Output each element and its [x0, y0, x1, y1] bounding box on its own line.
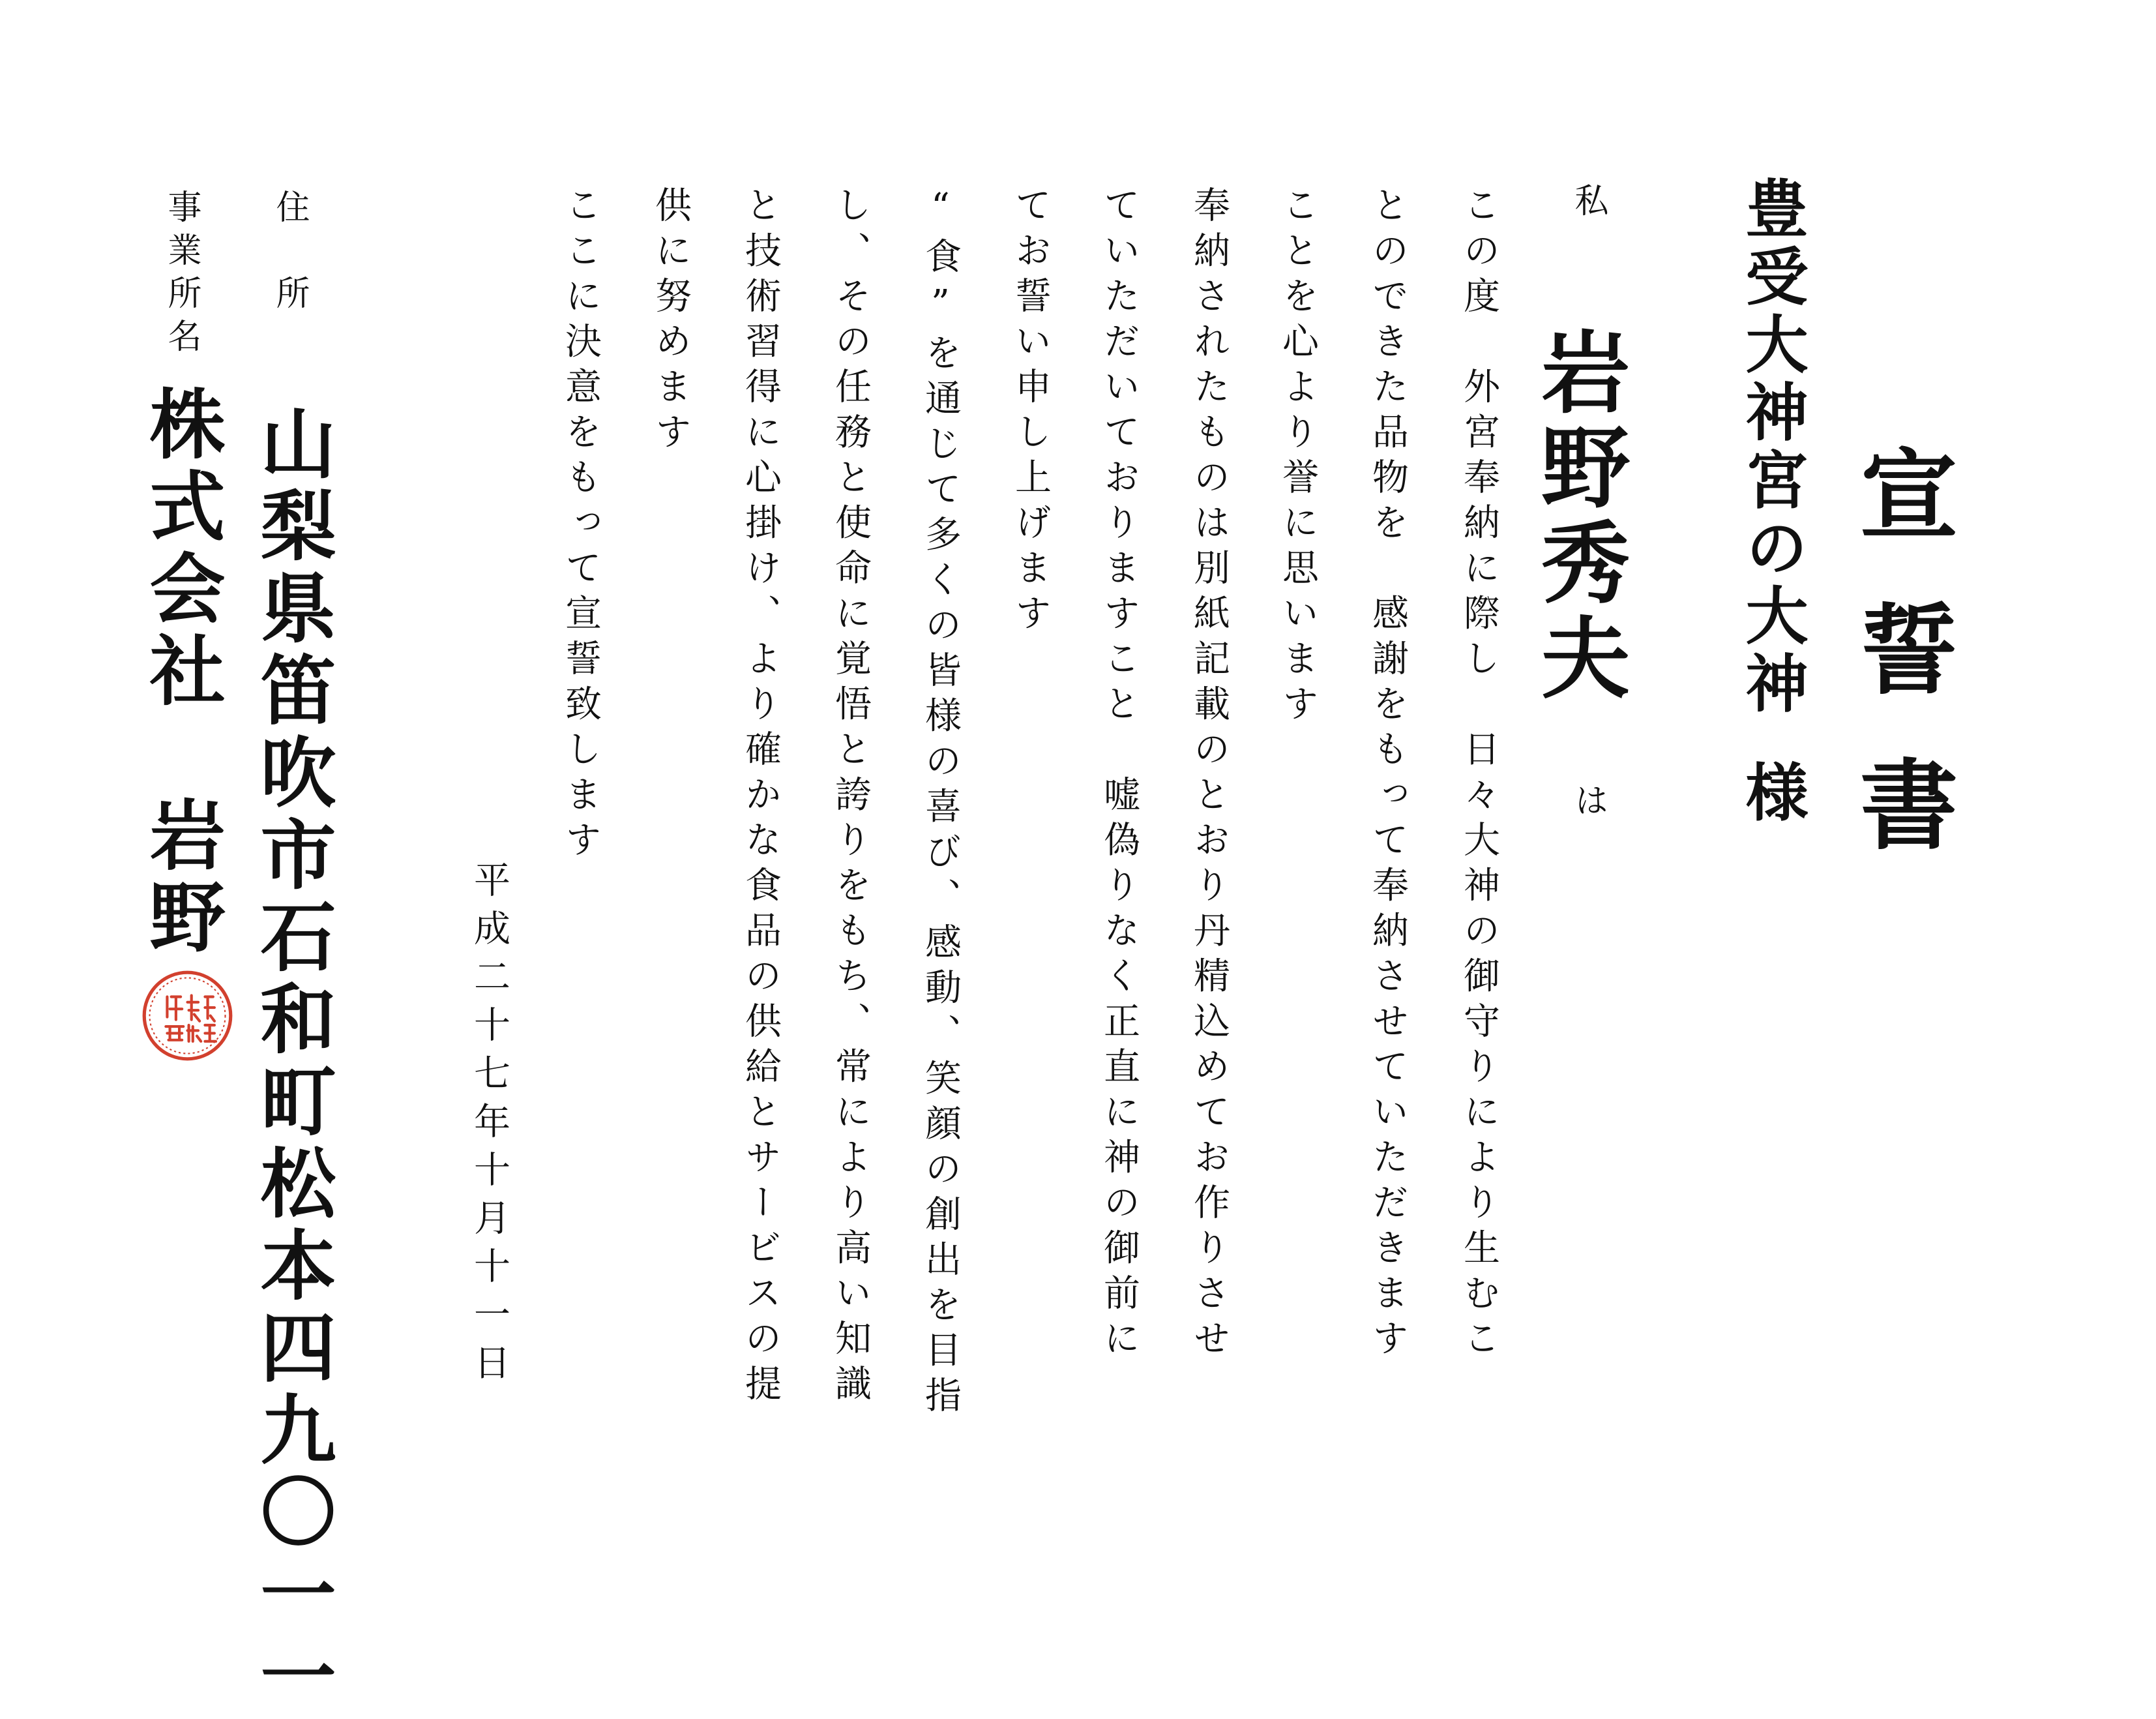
declarant-particle: は: [1569, 783, 1608, 816]
document-title: 宣誓書: [1843, 443, 1958, 909]
company-seal: [140, 968, 235, 1063]
declarant-name: 岩野秀夫: [1526, 326, 1630, 707]
body-line-10: 供に努めます: [649, 186, 692, 458]
declaration-date: 平成二十七年十月十一日: [468, 861, 510, 1392]
office-label: 事業所名: [162, 189, 201, 361]
address-label: 住 所: [270, 189, 309, 318]
body-line-1: この度 外宮奉納に際し 日々大神の御守りにより生むこ: [1458, 186, 1500, 1364]
addressee-name: 豊受大神宮の大神: [1735, 176, 1809, 719]
body-line-5: ていただいておりますこと 嘘偽りなく正直に神の御前に: [1098, 186, 1140, 1364]
body-line-3: ことを心より誉に思います: [1277, 186, 1319, 730]
body-line-2: とのできた品物を 感謝をもって奉納させていただきます: [1366, 186, 1409, 1364]
body-line-11: ここに決意をもって宣誓致します: [559, 186, 602, 866]
body-line-9: と技術習得に心掛け、より確かな食品の供給とサービスの提: [739, 186, 782, 1410]
declarant-pronoun: 私: [1569, 183, 1608, 217]
body-line-6: てお誓い申し上げます: [1009, 186, 1052, 639]
body-line-8: し、その任務と使命に覚悟と誇りをもち、常により高い知識: [829, 186, 872, 1410]
body-line-4: 奉納されたものは別紙記載のとおり丹精込めてお作りさせ: [1188, 186, 1230, 1364]
addressee-honorific: 様: [1735, 760, 1809, 822]
company-name: 株式会社 岩野: [137, 385, 226, 960]
address-value: 山梨県笛吹市石和町松本四九〇一一: [248, 404, 336, 1719]
body-line-7: “食”を通じて多くの皆様の喜び、感動、笑顔の創出を目指: [919, 186, 962, 1422]
